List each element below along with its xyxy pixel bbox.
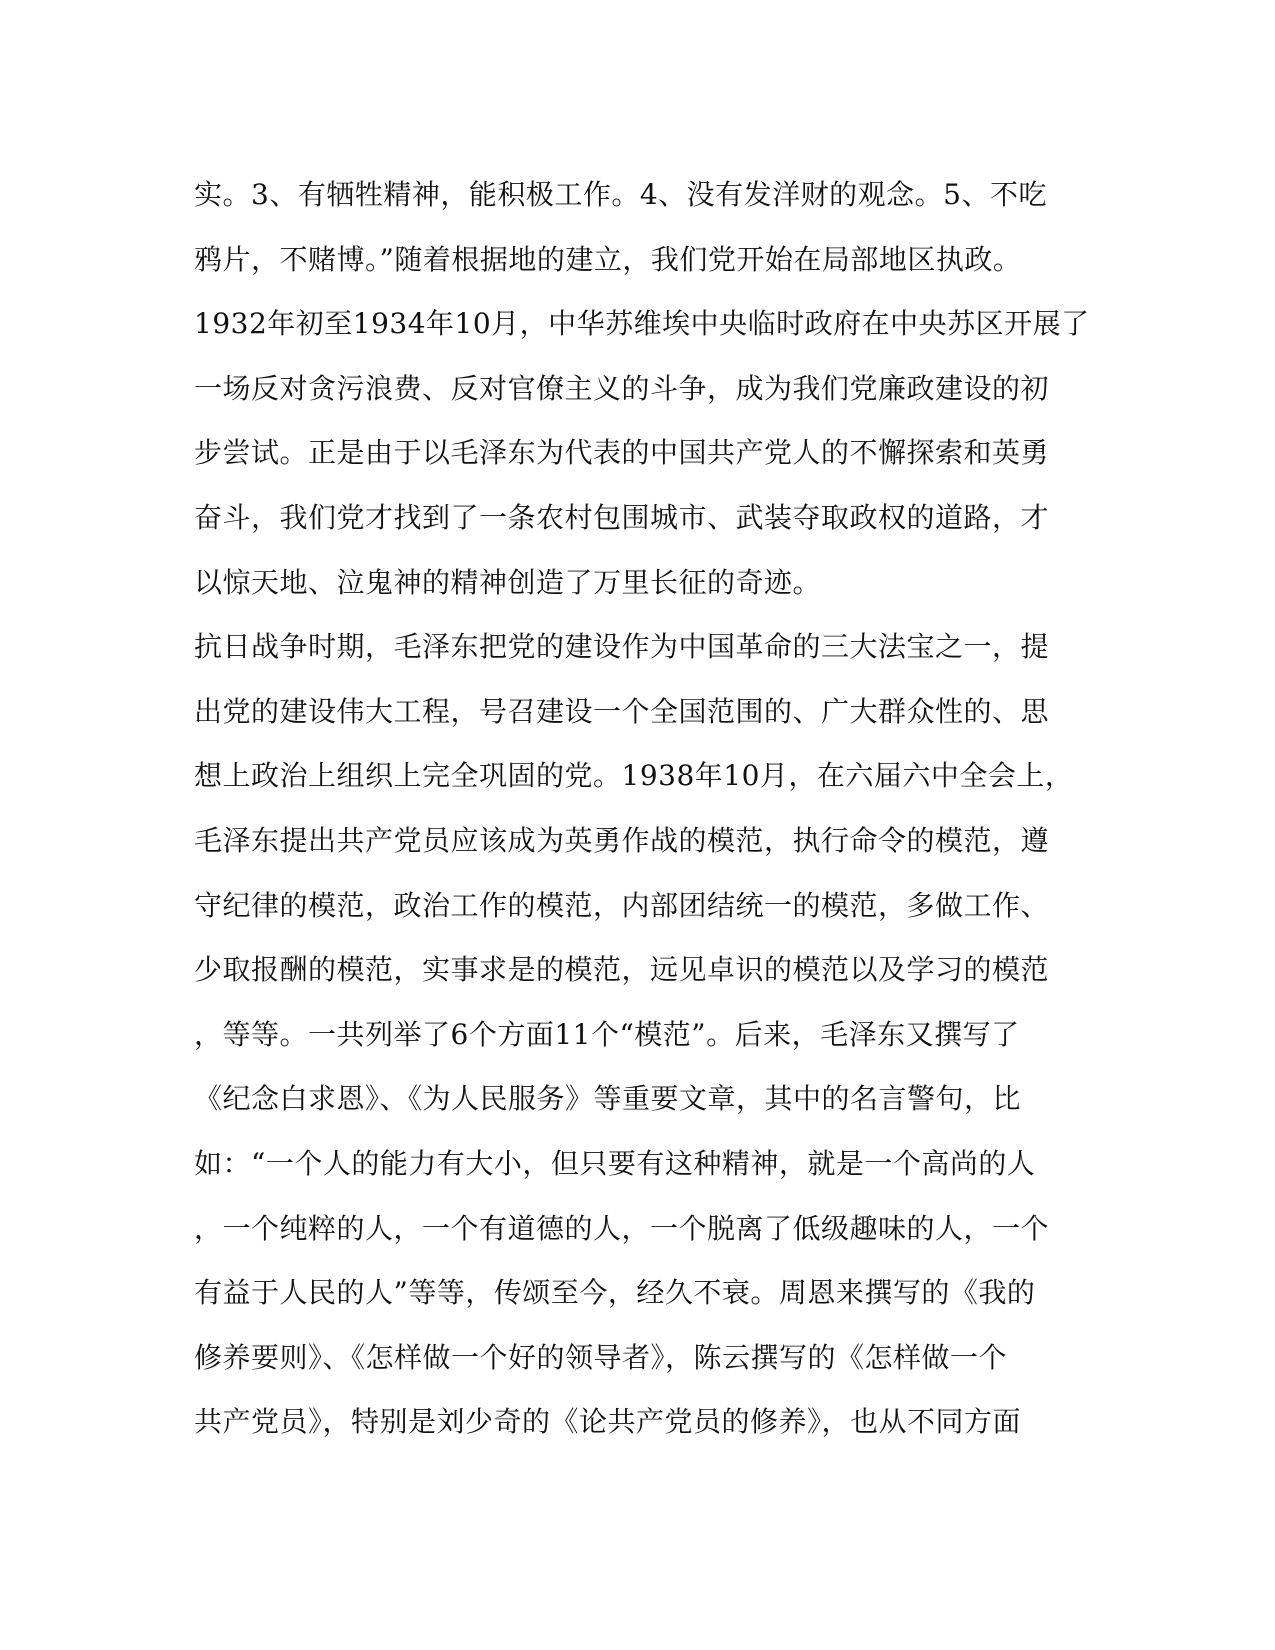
text-line: 1932年初至1934年10月，中华苏维埃中央临时政府在中央苏区开展了 <box>194 307 1090 341</box>
text-line: 有益于人民的人”等等，传颂至今，经久不衰。周恩来撰写的《我的 <box>194 1276 1036 1310</box>
text-line: 想上政治上组织上完全巩固的党。1938年10月，在六届六中全会上， <box>194 759 1074 793</box>
text-line: ，一个纯粹的人，一个有道德的人，一个脱离了低级趣味的人，一个 <box>194 1211 1050 1245</box>
text-line: 步尝试。正是由于以毛泽东为代表的中国共产党人的不懈探索和英勇 <box>194 436 1050 470</box>
text-line: 抗日战争时期，毛泽东把党的建设作为中国革命的三大法宝之一，提 <box>194 630 1050 664</box>
text-line: 一场反对贪污浪费、反对官僚主义的斗争，成为我们党廉政建设的初 <box>194 371 1050 405</box>
text-line: 鸦片，不赌博。”随着根据地的建立，我们党开始在局部地区执政。 <box>194 242 1022 276</box>
body-text <box>194 163 1090 1455</box>
text-line: 如：“一个人的能力有大小，但只要有这种精神，就是一个高尚的人 <box>194 1146 1036 1180</box>
text-line: 实。3、有牺牲精神，能积极工作。4、没有发洋财的观念。5、不吃 <box>194 178 1047 211</box>
text-line: 奋斗，我们党才找到了一条农村包围城市、武装夺取政权的道路，才 <box>194 500 1050 534</box>
text-line: 《纪念白求恩》、《为人民服务》等重要文章，其中的名言警句，比 <box>194 1082 1022 1116</box>
text-line: 共产党员》，特别是刘少奇的《论共产党员的修养》，也从不同方面 <box>194 1405 1022 1439</box>
text-line: 守纪律的模范，政治工作的模范，内部团结统一的模范，多做工作、 <box>194 888 1050 922</box>
text-line: 少取报酬的模范，实事求是的模范，远见卓识的模范以及学习的模范 <box>194 953 1050 987</box>
text-line: 修养要则》、《怎样做一个好的领导者》，陈云撰写的《怎样做一个 <box>194 1340 1008 1374</box>
text-line: ，等等。一共列举了6个方面11个“模范”。后来，毛泽东又撰写了 <box>194 1017 1020 1051</box>
text-line: 毛泽东提出共产党员应该成为英勇作战的模范，执行命令的模范，遵 <box>194 823 1050 857</box>
text-line: 出党的建设伟大工程，号召建设一个全国范围的、广大群众性的、思 <box>194 694 1050 728</box>
text-line: 以惊天地、泣鬼神的精神创造了万里长征的奇迹。 <box>194 565 822 599</box>
